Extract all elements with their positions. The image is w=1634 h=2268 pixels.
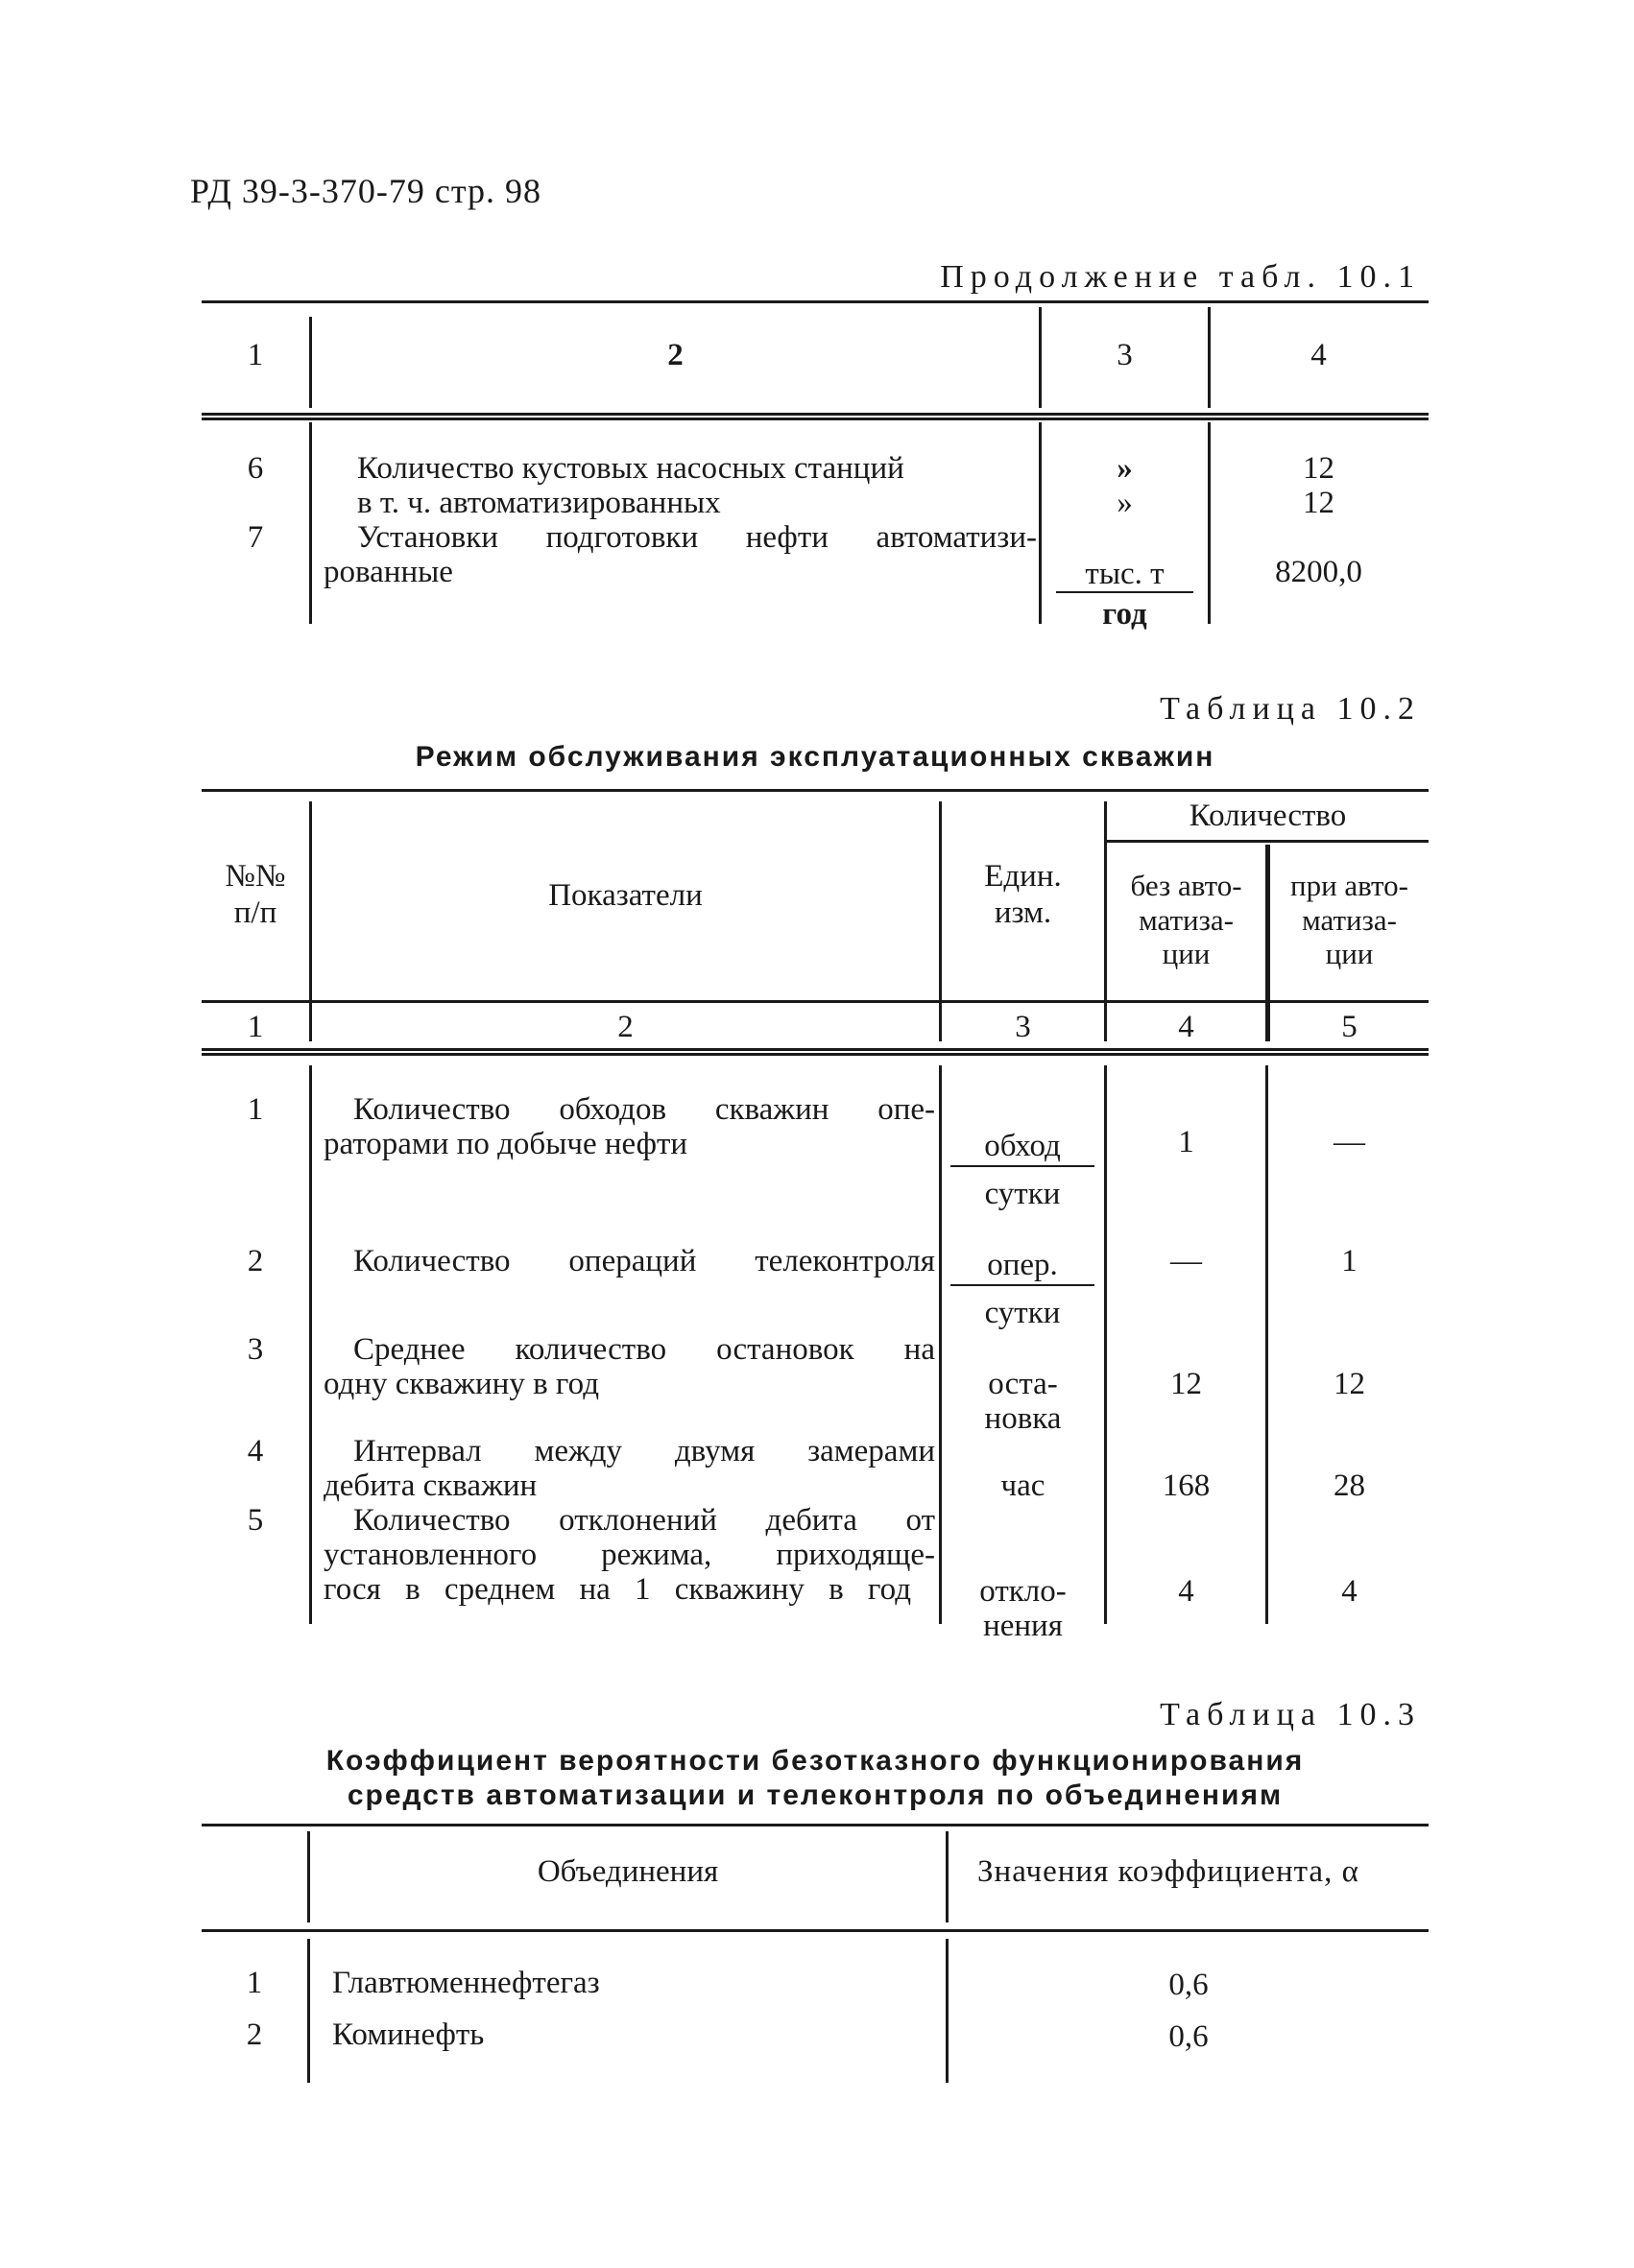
- column-divider: [939, 1065, 942, 1624]
- column-number: 1: [247, 1010, 264, 1044]
- row-text: Интервал между двумя замерами: [353, 1434, 935, 1468]
- unit-numerator: обход: [984, 1129, 1061, 1163]
- table-rule: [202, 1048, 1429, 1051]
- row-number: 1: [247, 1092, 264, 1127]
- unit-ditto: »: [1117, 486, 1133, 520]
- unit: откло- нения: [979, 1574, 1067, 1644]
- association-name: Главтюменнефтегаз: [332, 1966, 600, 2000]
- header-unit: Един. изм.: [984, 859, 1062, 930]
- table-rule: [202, 1000, 1429, 1003]
- table-caption: Продолжение табл. 10.1: [940, 259, 1421, 295]
- value-without-automation: 168: [1162, 1468, 1211, 1503]
- column-number: 2: [667, 338, 684, 372]
- column-number: 4: [1310, 338, 1327, 372]
- value-with-automation: 1: [1341, 1244, 1358, 1278]
- row-number: 6: [247, 451, 264, 486]
- row-text: одну скважину в год: [324, 1367, 599, 1401]
- table-title: Коэффициент вероятности безотказного функционирования: [325, 1745, 1305, 1777]
- row-text: установленного режима, приходяще-: [324, 1538, 935, 1572]
- row-text: Количество операций телеконтроля: [353, 1244, 935, 1278]
- column-number: 1: [247, 338, 264, 372]
- row-text: раторами по добыче нефти: [324, 1127, 688, 1161]
- header-indicator: Показатели: [548, 878, 703, 913]
- unit-numerator: тыс. т: [1085, 557, 1165, 591]
- row-number: 1: [246, 1966, 263, 2000]
- value: 8200,0: [1275, 555, 1362, 589]
- table-title: Режим обслуживания эксплуатационных скважин: [415, 741, 1215, 773]
- column-divider: [309, 801, 312, 1041]
- fraction-bar: [950, 1284, 1094, 1286]
- column-number: 3: [1117, 338, 1133, 372]
- row-number: 5: [247, 1503, 264, 1538]
- row-text: в т. ч. автоматизированных: [357, 486, 721, 520]
- row-text: Количество кустовых насосных станций: [357, 451, 904, 486]
- value-without-automation: —: [1170, 1244, 1202, 1278]
- row-text: Количество отклонений дебита от: [353, 1503, 935, 1538]
- row-number: 2: [246, 2017, 263, 2052]
- column-divider: [1265, 1065, 1268, 1624]
- row-text: Установки подготовки нефти автоматизи-: [357, 520, 1037, 555]
- row-number: 4: [247, 1434, 264, 1468]
- column-number: 3: [1015, 1010, 1031, 1044]
- table-rule: [202, 300, 1429, 303]
- column-number: 5: [1341, 1010, 1358, 1044]
- value-with-automation: —: [1334, 1125, 1365, 1159]
- column-divider: [946, 1939, 949, 2083]
- value-without-automation: 4: [1178, 1574, 1194, 1609]
- table-rule: [202, 1824, 1429, 1826]
- table-rule: [202, 1929, 1429, 1932]
- column-divider: [309, 1065, 312, 1624]
- unit-denominator: сутки: [984, 1177, 1061, 1211]
- row-text: Количество обходов скважин опе-: [353, 1092, 935, 1127]
- unit-denominator: год: [1102, 597, 1147, 632]
- column-number: 4: [1178, 1010, 1194, 1044]
- table-title: средств автоматизации и телеконтроля по объединениям: [347, 1779, 1284, 1811]
- fraction-bar: [950, 1165, 1094, 1167]
- value-with-automation: 4: [1341, 1574, 1358, 1609]
- value-without-automation: 12: [1170, 1367, 1202, 1401]
- header-without-automation: без авто- матиза- ции: [1130, 869, 1242, 971]
- value-with-automation: 28: [1334, 1468, 1365, 1503]
- header-coefficient: Значения коэффициента, α: [977, 1854, 1359, 1889]
- row-text: Среднее количество остановок на: [353, 1332, 935, 1367]
- table-caption: Таблица 10.3: [1160, 1697, 1421, 1732]
- coefficient-value: 0,6: [1168, 2019, 1209, 2054]
- row-number: 2: [247, 1244, 264, 1278]
- value-without-automation: 1: [1178, 1125, 1194, 1159]
- table-rule: [1104, 840, 1429, 843]
- table-rule: [202, 418, 1429, 420]
- column-divider: [309, 422, 312, 624]
- unit-numerator: опер.: [987, 1248, 1058, 1282]
- row-text: гося в среднем на 1 скважину в год: [324, 1572, 911, 1607]
- unit-ditto: »: [1117, 451, 1133, 486]
- coefficient-value: 0,6: [1168, 1968, 1209, 2002]
- table-rule: [202, 1053, 1429, 1056]
- row-number: 7: [247, 520, 264, 555]
- header-with-automation: при авто- матиза- ции: [1289, 869, 1409, 971]
- table-caption: Таблица 10.2: [1160, 691, 1421, 727]
- row-text: рованные: [324, 555, 453, 589]
- header-quantity: Количество: [1189, 799, 1347, 833]
- column-number: 2: [617, 1010, 634, 1044]
- document-header: РД 39-3-370-79 стр. 98: [190, 172, 541, 210]
- value: 12: [1303, 451, 1334, 486]
- table-rule: [202, 789, 1429, 792]
- column-divider: [946, 1831, 949, 1922]
- column-divider: [307, 1939, 310, 2083]
- association-name: Коминефть: [332, 2017, 485, 2052]
- value: 12: [1303, 486, 1334, 520]
- header-associations: Объединения: [537, 1854, 719, 1889]
- fraction-bar: [1056, 591, 1193, 593]
- row-number: 3: [247, 1332, 264, 1367]
- unit: час: [1000, 1468, 1045, 1503]
- unit: оста- новка: [984, 1367, 1062, 1437]
- unit-denominator: сутки: [984, 1296, 1061, 1330]
- value-with-automation: 12: [1334, 1367, 1365, 1401]
- row-text: дебита скважин: [324, 1468, 538, 1503]
- header-row-number: №№ п/п: [225, 859, 286, 930]
- table-rule: [202, 413, 1429, 416]
